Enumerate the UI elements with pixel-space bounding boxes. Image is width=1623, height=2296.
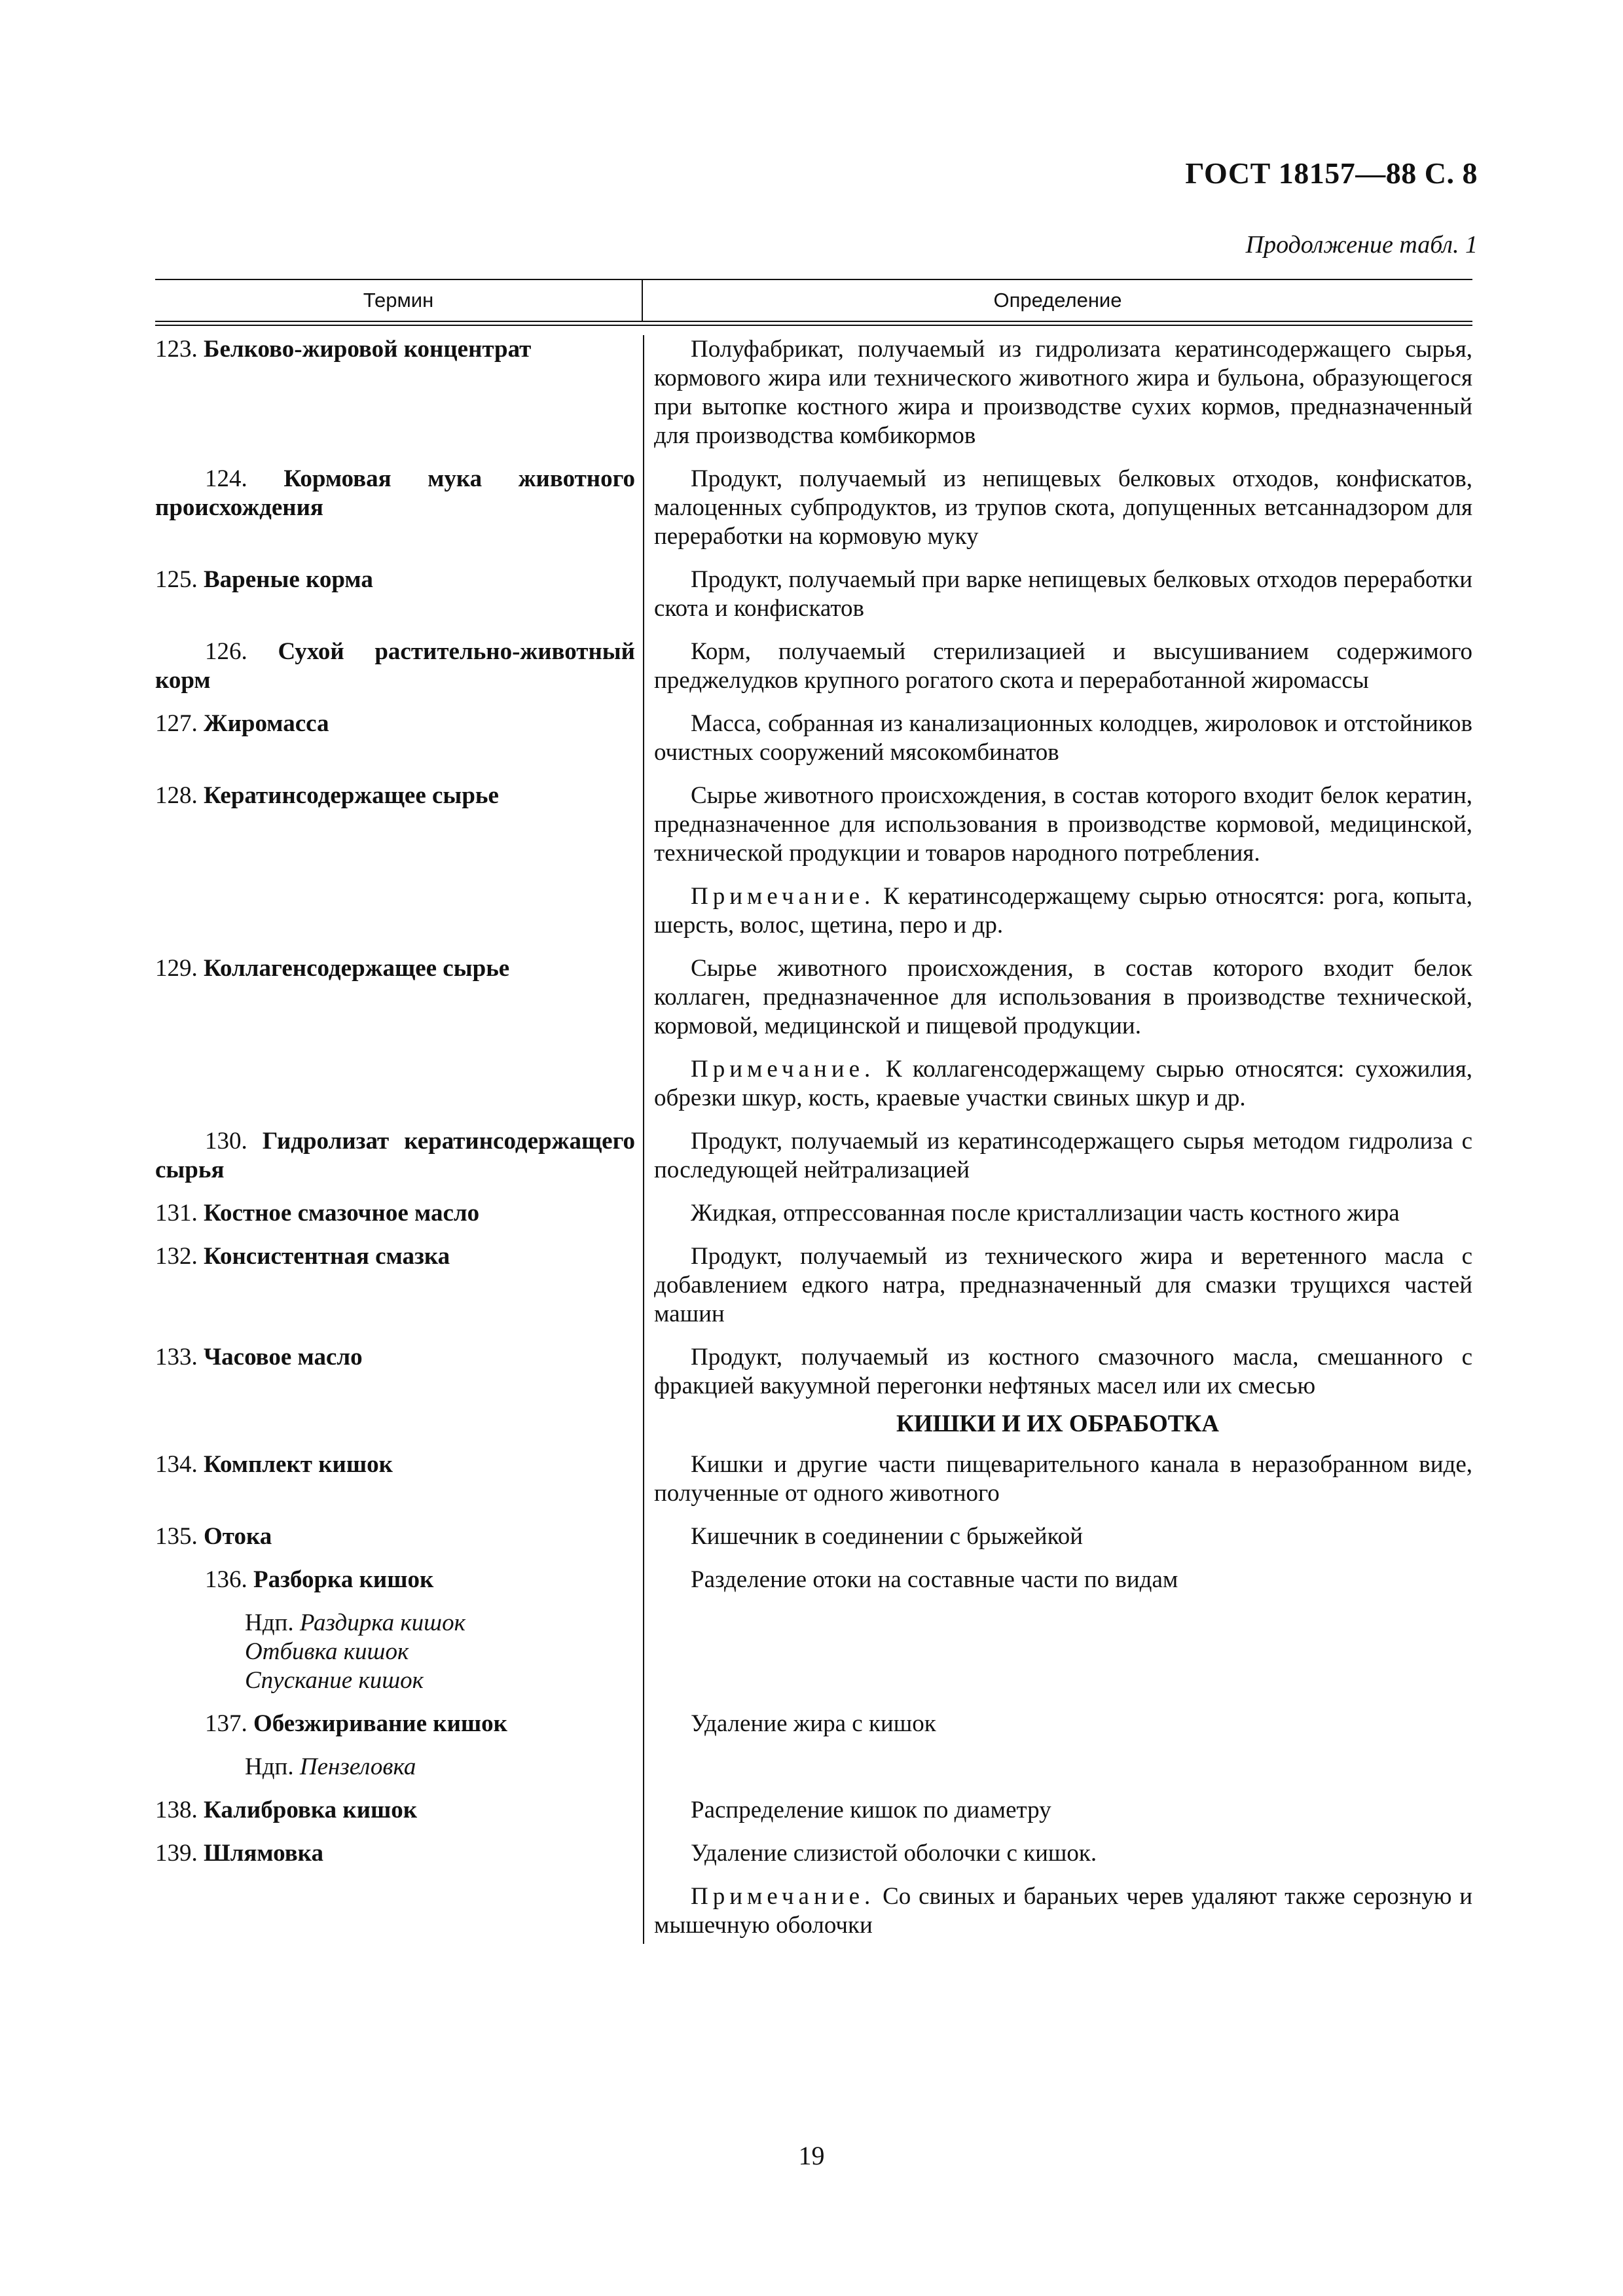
term-text: Обезжиривание кишок [253,1710,507,1737]
definition-text: Продукт, получаемый при варке непищевых белковых отходов переработки скота и конфискатов [654,566,1472,622]
table-row [155,1566,1472,1695]
definition-cell [643,954,1472,1113]
term-cell [155,1343,643,1401]
term-text: Костное смазочное масло [204,1200,480,1227]
table-row [155,1343,1472,1401]
definition-text: Кишки и другие части пищеварительного канала в неразобранном виде, полученные от одного животного [654,1451,1472,1507]
deprecated-terms [155,1753,635,1782]
definition-text: Разделение отоки на составные части по видам [691,1566,1178,1593]
term-number: 126. [205,638,247,665]
term-cell [155,637,643,695]
column-header-definition: Определение [993,289,1122,312]
note-text [654,1882,1472,1940]
term-text: Отока [204,1523,272,1550]
term-text: Кормовая мука животного происхождения [155,465,635,521]
term-number: 136. [205,1566,247,1593]
term-cell [155,1566,643,1695]
note-label: Примечание. [691,1883,875,1910]
term-cell [155,1839,643,1940]
definition-cell [643,1522,1472,1551]
term-cell [155,1522,643,1551]
term-text: Комплект кишок [204,1451,393,1478]
note-body: К кератинсодержащему сырью относятся: рога, копыта, шерсть, волос, щетина, перо и др. [654,883,1473,939]
definition-cell [643,1710,1472,1782]
term-text: Часовое масло [204,1344,363,1371]
definition-text: Продукт, получаемый из технического жира и веретенного масла с добавлением едкого натра, предназначенный для смазки трущихся частей машин [654,1243,1472,1327]
definition-cell [643,1127,1472,1185]
definition-cell [643,781,1472,940]
term-number: 132. [155,1243,198,1270]
term-number: 131. [155,1200,198,1227]
term-text: Коллагенсодержащее сырье [204,955,510,982]
term-text: Шлямовка [204,1840,323,1867]
definition-cell [643,1450,1472,1508]
column-divider [643,335,644,1944]
definition-text: Распределение кишок по диаметру [691,1797,1051,1823]
term-text: Белково-жировой концентрат [204,336,532,363]
deprecated-label: Ндп. [245,1609,294,1636]
term-number: 138. [155,1797,198,1823]
term-number: 125. [155,566,198,593]
definition-text: Продукт, получаемый из костного смазочного масла, смешанного с фракцией вакуумной перегонки нефтяных масел или их смесью [654,1344,1472,1399]
deprecated-term: Раздирка кишок [299,1609,465,1636]
term-text: Сухой растительно-животный корм [155,638,635,694]
definition-text: Удаление жира с кишок [691,1710,936,1737]
table-row [155,1796,1472,1825]
term-cell [155,565,643,623]
term-number: 133. [155,1344,198,1371]
table-body [155,335,1472,1940]
term-number: 123. [155,336,198,363]
deprecated-term: Пензеловка [299,1753,416,1780]
deprecated-term: Спускание кишок [245,1667,424,1694]
table-row [155,1522,1472,1551]
definition-text: Продукт, получаемый из кератинсодержащего сырья методом гидролиза с последующей нейтрализацией [654,1128,1472,1183]
definition-cell [643,1199,1472,1228]
deprecated-terms [155,1609,635,1695]
definition-cell [643,1839,1472,1940]
table-row [155,781,1472,940]
deprecated-label: Ндп. [245,1753,294,1780]
note-label: Примечание. [691,883,875,910]
term-text: Гидролизат кератинсодержащего сырья [155,1128,635,1183]
deprecated-line [245,1753,635,1782]
term-text: Разборка кишок [253,1566,434,1593]
term-cell [155,1450,643,1508]
term-number: 129. [155,955,198,982]
definition-text: Сырье животного происхождения, в состав которого входит белок коллаген, предназначенное для использования в производстве технической, кормовой, медицинской и пищевой продукции. [654,955,1472,1039]
term-cell [155,465,643,551]
document-header: ГОСТ 18157—88 С. 8 [1185,156,1478,190]
table-header-row [155,280,1472,321]
table-row [155,1242,1472,1329]
table-row [155,637,1472,695]
term-cell [155,781,643,940]
definition-text: Сырье животного происхождения, в состав которого входит белок кератин, предназначенное для использования в производстве кормовой, медицинской, технической продукции и товаров народного потребления. [654,782,1472,867]
term-number: 137. [205,1710,247,1737]
definition-cell [643,1242,1472,1329]
section-title: КИШКИ И ИХ ОБРАБОТКА [896,1410,1219,1437]
note-text [654,1055,1472,1113]
definition-cell [643,565,1472,623]
term-text: Жиромасса [204,710,329,737]
definition-text: Жидкая, отпрессованная после кристаллизации часть костного жира [691,1200,1400,1227]
table-row [155,1199,1472,1228]
deprecated-line [245,1609,635,1638]
term-cell [155,709,643,767]
note-label: Примечание. [691,1056,875,1083]
definition-cell [643,1796,1472,1825]
definition-cell [643,709,1472,767]
term-text: Вареные корма [204,566,373,593]
term-number: 127. [155,710,198,737]
definition-text: Полуфабрикат, получаемый из гидролизата кератинсодержащего сырья, кормового жира или технического животного жира и бульона, образующегося при вытопке костного жира и производстве сухих кормов, предназначенный для производства комбикормов [654,336,1472,449]
term-cell [155,1242,643,1329]
term-number: 139. [155,1840,198,1867]
term-text: Калибровка кишок [204,1797,418,1823]
definition-text: Масса, собранная из канализационных колодцев, жироловок и отстойников очистных сооружений мясокомбинатов [654,710,1472,766]
term-cell [155,1710,643,1782]
table-row [155,1127,1472,1185]
table-row [155,565,1472,623]
definition-text: Удаление слизистой оболочки с кишок. [691,1840,1097,1867]
definition-text: Корм, получаемый стерилизацией и высушиванием содержимого преджелудков крупного рогатого скота и переработанной жиромассы [654,638,1472,694]
deprecated-term: Отбивка кишок [245,1638,409,1665]
terms-table [155,279,1472,1940]
table-row [155,335,1472,450]
term-line [155,1710,635,1738]
term-cell [155,335,643,450]
definition-cell [643,335,1472,450]
column-header-term: Термин [155,280,643,321]
table-continuation-label: Продолжение табл. 1 [1245,231,1478,259]
definition-cell [643,1566,1472,1695]
definition-cell [643,1343,1472,1401]
term-number: 128. [155,782,198,809]
table-header-rule [155,321,1472,326]
term-text: Консистентная смазка [204,1243,450,1270]
term-number: 124. [205,465,247,492]
table-row [155,465,1472,551]
note-body: Со свиных и бараньих черев удаляют также серозную и мышечную оболочки [654,1883,1473,1939]
term-line [155,1566,635,1594]
term-cell [155,954,643,1113]
table-row [155,954,1472,1113]
term-text: Кератинсодержащее сырье [204,782,499,809]
table-row [155,1839,1472,1940]
term-number: 130. [205,1128,247,1155]
definition-cell [643,637,1472,695]
definition-text: Кишечник в соединении с брыжейкой [691,1523,1083,1550]
definition-cell [643,465,1472,551]
note-text [654,882,1472,940]
note-body: К коллагенсодержащему сырью относятся: сухожилия, обрезки шкур, кость, краевые участки свиных шкур и др. [654,1056,1473,1111]
term-cell [155,1796,643,1825]
term-cell [155,1127,643,1185]
page-number: 19 [798,2141,825,2170]
definition-text: Продукт, получаемый из непищевых белковых отходов, конфискатов, малоценных субпродуктов, из трупов скота, допущенных ветсаннадзором для переработки на кормовую муку [654,465,1472,550]
table-row [155,1710,1472,1782]
table-row [155,709,1472,767]
term-cell [155,1199,643,1228]
table-row [155,1450,1472,1508]
term-number: 134. [155,1451,198,1478]
term-number: 135. [155,1523,198,1550]
